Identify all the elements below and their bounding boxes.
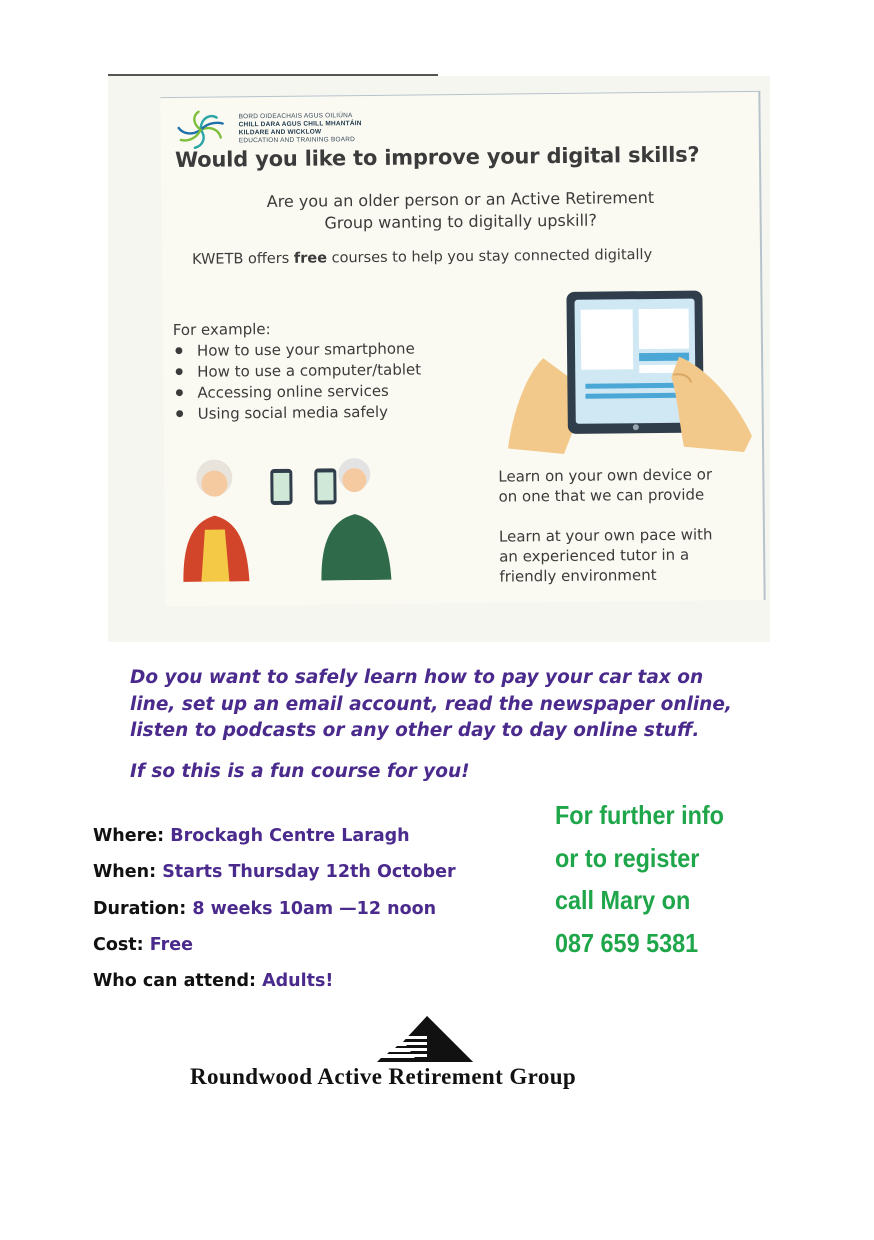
kwetb-logo-icon <box>170 109 230 150</box>
poster-headline: Would you like to improve your digital skills? <box>174 142 700 173</box>
organisation-name: Roundwood Active Retirement Group <box>190 1064 577 1089</box>
detail-value: Free <box>149 934 193 955</box>
contact-line-3: call Mary on <box>555 885 691 916</box>
poster-offer <box>192 247 652 268</box>
example-item: ● How to use a computer/tablet <box>197 359 421 382</box>
detail-label: Who can attend: <box>93 971 263 992</box>
promo-line-1: Do you want to safely learn how to pay your car tax on <box>130 667 704 688</box>
promo-line-3: listen to podcasts or any other day to day online stuff. <box>130 720 700 741</box>
contact-info <box>555 794 724 964</box>
promo-paragraph <box>130 665 810 785</box>
tablet-hands-illustration <box>502 286 754 455</box>
contact-phone: 087 659 5381 <box>555 927 699 958</box>
seniors-with-phones-illustration <box>174 449 435 582</box>
detail-duration <box>93 899 456 935</box>
example-item: ● How to use your smartphone <box>197 338 421 361</box>
detail-label: When: <box>93 862 163 883</box>
detail-value: Adults! <box>262 971 334 992</box>
example-item: ● Using social media safely <box>198 401 422 424</box>
detail-who <box>93 971 456 1007</box>
board-line-4: EDUCATION AND TRAINING BOARD <box>238 136 356 145</box>
detail-cost <box>93 935 456 971</box>
board-name <box>239 112 362 145</box>
detail-value: Brockagh Centre Laragh <box>170 826 410 846</box>
offer-text-pre: KWETB offers <box>191 250 294 268</box>
board-line-2: CHILL DARA AGUS CHILL MHANTÁIN <box>238 120 362 129</box>
kwetb-poster <box>160 91 765 606</box>
question-line-2: Group wanting to digitally upskill? <box>324 210 598 233</box>
examples-list <box>173 317 422 425</box>
mountain-logo-icon <box>375 1014 475 1066</box>
board-line-1: BORD OIDEACHAIS AGUS OILIÚNA <box>238 112 353 121</box>
detail-where <box>93 826 456 862</box>
detail-label: Where: <box>93 826 171 846</box>
learn-pace-line-3: friendly environment <box>499 565 657 586</box>
offer-text-post: courses to help you stay connected digitally <box>326 247 653 267</box>
learn-device-line-2: on one that we can provide <box>498 485 705 506</box>
promo-line-2: line, set up an email account, read the newspaper online, <box>130 693 732 715</box>
learn-pace-text <box>499 524 713 586</box>
contact-line-2: or to register <box>555 842 700 873</box>
course-details <box>93 826 456 1007</box>
question-line-1: Are you an older person or an Active Retirement <box>266 187 655 212</box>
poster-question <box>161 186 759 236</box>
learn-pace-line-1: Learn at your own pace with <box>498 525 713 546</box>
learn-device-line-1: Learn on your own device or <box>498 465 713 486</box>
offer-text-free: free <box>293 250 328 267</box>
detail-label: Duration: <box>93 898 193 919</box>
detail-value: Starts Thursday 12th October <box>162 862 456 883</box>
learn-pace-line-2: an experienced tutor in a <box>499 545 690 566</box>
detail-label: Cost: <box>93 934 150 955</box>
contact-line-1: For further info <box>555 800 724 830</box>
detail-when <box>93 862 456 898</box>
learn-device-text <box>498 464 712 506</box>
promo-fun-line: If so this is a fun course for you! <box>130 760 470 782</box>
examples-heading: For example: <box>172 320 271 340</box>
example-item: ● Accessing online services <box>197 380 421 403</box>
board-line-3: KILDARE AND WICKLOW <box>238 128 322 137</box>
detail-value: 8 weeks 10am —12 noon <box>192 898 437 919</box>
